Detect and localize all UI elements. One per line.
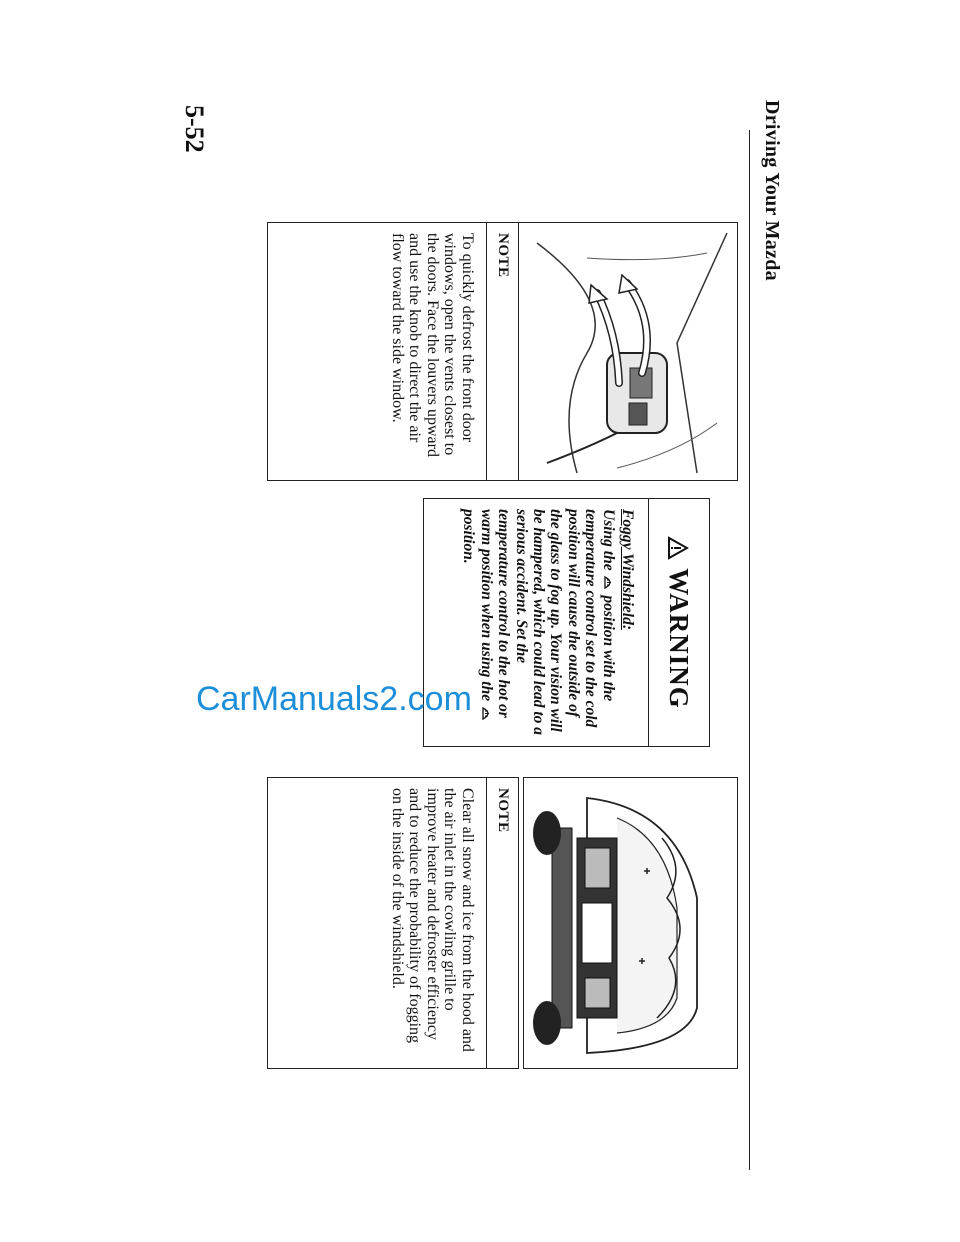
snow-car-drawing [524, 778, 737, 1068]
page-header-title: Driving Your Mazda [761, 100, 783, 281]
header-rule [749, 130, 750, 1170]
note-box-clear-snow [267, 777, 519, 1069]
note-body-clear-snow: Clear all snow and ice from the hood and the air inlet in the cowling grille to improve heater and defroster efficiency and to reduce the probability of fogging on the inside of the windshield. [389, 788, 476, 1052]
warning-heading: WARNING [664, 568, 694, 709]
note-heading: NOTE [486, 223, 518, 480]
side-vent-drawing [518, 223, 737, 480]
side-vent-airflow-illustration [517, 222, 738, 481]
note-box-side-windows [267, 222, 519, 481]
windshield-defog-icon [602, 576, 615, 589]
note-body-side-windows: To quickly defrost the front door windows, open the vents closest to the doors. Face the louvers upward and use the knob to direct the air flow toward the side window. [389, 233, 476, 457]
note-heading: NOTE [486, 778, 518, 1068]
warning-triangle-icon [646, 536, 706, 560]
windshield-defog-icon [480, 707, 493, 720]
page-number: 5-52 [180, 105, 209, 153]
warning-text-part-1: Using the [599, 509, 617, 571]
warning-text-part-2: position with the temperature control set to the cold position will cause the outside of the glass to fog up. Your vision will be hampered, which could lead to a serious accident. Set the temperature control to the hot or warm position when using the [477, 509, 617, 736]
watermark: CarManuals2.com [196, 680, 472, 718]
snow-covered-car-illustration [523, 777, 738, 1069]
warning-body [448, 499, 648, 746]
warning-heading-row [648, 499, 709, 746]
warning-subtitle: Foggy Windshield: [619, 509, 636, 631]
warning-text-part-3: position. [460, 509, 478, 564]
